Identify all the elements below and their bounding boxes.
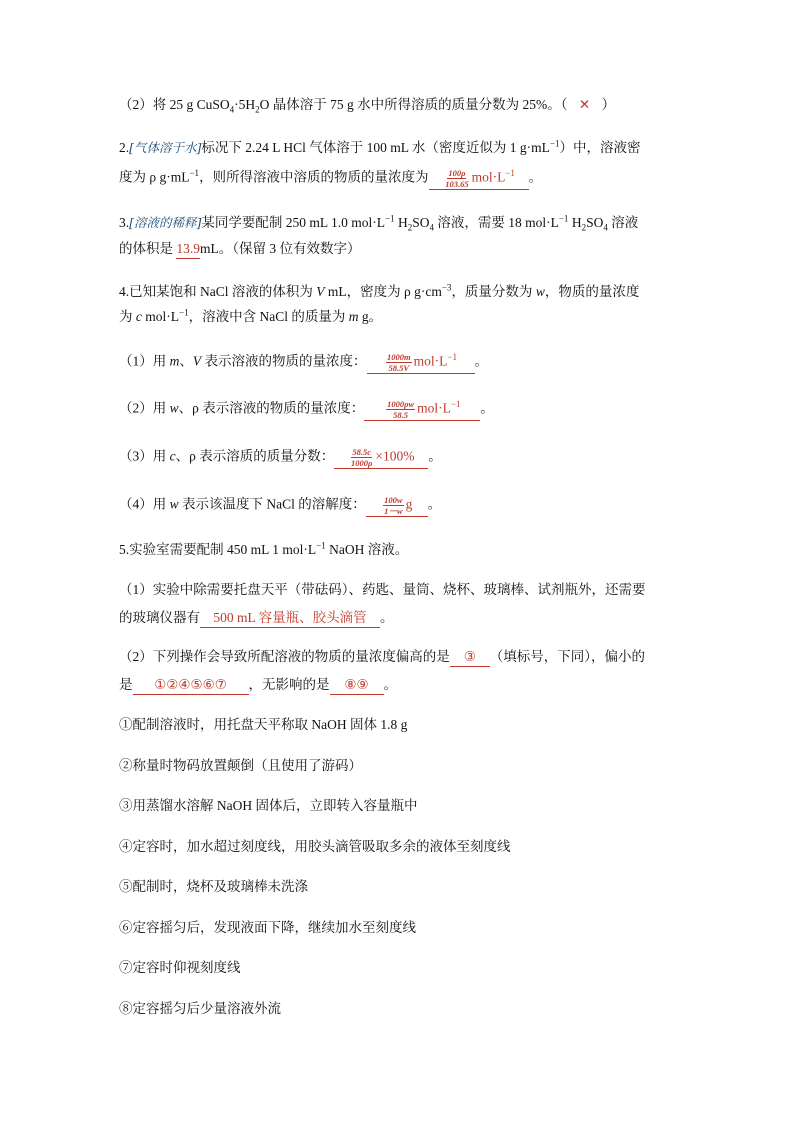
q4-sub2: （2）用 w、ρ 表示溶液的物质的量浓度： $\frac{1000\rho w}{58.5}$ $mol\cdot L^{-1}$ 。	[119, 399, 494, 420]
q3-line1: 3.[溶液的稀释]某同学要配制 250 mL 1.0 $mol\cdot L^{-1}$ $H_2SO_4$ 溶液，需要 18 $mol\cdot L^{-1}$ $H_2SO_4$ 溶液	[119, 213, 639, 233]
wrong-mark: ✕	[578, 97, 591, 112]
q5-item-4: ④定容时，加水超过刻度线，用胶头滴管吸取多余的液体至刻度线	[119, 839, 511, 854]
q4-sub1: （1）用 m、V 表示溶液的物质的量浓度： $\frac{1000m}{58.5V}$ $mol\cdot L^{-1}$ 。	[119, 352, 488, 373]
q5-high-answer-blank: ③	[450, 648, 490, 667]
q5-item-5: ⑤配制时，烧杯及玻璃棒未洗涤	[119, 879, 308, 894]
q5-part2-line1: （2）下列操作会导致所配溶液的物质的量浓度偏高的是 ③ （填标号，下同），偏小的	[119, 648, 645, 667]
q5-title: 5.实验室需要配制 450 mL 1 $mol\cdot L^{-1}$ NaOH 溶液。	[119, 540, 409, 557]
q4-sub4-fraction: $\frac{100w}{1-w}$	[384, 495, 403, 516]
q5-item-1: ①配制溶液时，用托盘天平称取 NaOH 固体 1.8 g	[119, 717, 408, 732]
q3-answer-blank: 13.9	[176, 240, 200, 259]
q4-sub2-answer-blank: $\frac{1000\rho w}{58.5}$ $mol\cdot L^{-1}$	[364, 399, 480, 421]
q1-part2-line: （2）将 25 g $CuSO_4\cdot 5H_2O$ 晶体溶于 75 g 水中所得溶质的质量分数为 25%。（ ✕ ）	[119, 97, 616, 115]
q4-sub3-fraction: $\frac{58.5c}{1000\rho}$	[351, 447, 373, 468]
q4-sub2-fraction: $\frac{1000\rho w}{58.5}$	[387, 399, 415, 420]
q4-line1: 4.已知某饱和 NaCl 溶液的体积为 V mL，密度为 ρ $g\cdot cm^{-3}$，质量分数为 w，物质的量浓度	[119, 282, 640, 299]
q2-answer-fraction: $\frac{100\rho}{103.65}$	[445, 168, 469, 189]
q5-part1-line1: （1）实验中除需要托盘天平（带砝码）、药匙、量筒、烧杯、玻璃棒、试剂瓶外，还需要	[119, 582, 646, 597]
q5-item-3: ③用蒸馏水溶解 NaOH 固体后，立即转入容量瓶中	[119, 798, 418, 813]
q5-item-2: ②称量时物码放置颠倒（且使用了游码）	[119, 758, 362, 773]
q3-tag: [溶液的稀释]	[129, 215, 202, 230]
q5-part2-line2: 是 ①②④⑤⑥⑦ ，无影响的是 ⑧⑨ 。	[119, 676, 397, 695]
q5-none-answer-blank: ⑧⑨	[330, 676, 384, 695]
q4-sub1-fraction: $\frac{1000m}{58.5V}$	[387, 352, 411, 373]
q4-sub4: （4）用 w 表示该温度下 NaCl 的溶解度： $\frac{100w}{1-w}$ g 。	[119, 495, 442, 516]
q5-part1-answer-blank: 500 mL 容量瓶、胶头滴管	[200, 609, 380, 628]
q2-answer-blank: $\frac{100\rho}{103.65}$ $mol\cdot L^{-1}$	[429, 168, 529, 190]
q5-item-6: ⑥定容摇匀后，发现液面下降，继续加水至刻度线	[119, 920, 416, 935]
q4-sub1-answer-blank: $\frac{1000m}{58.5V}$ $mol\cdot L^{-1}$	[367, 352, 475, 374]
q2-line2: 度为 ρ $g\cdot mL^{-1}$，则所得溶液中溶质的物质的量浓度为 $\frac{100\rho}{103.65}$ $mol\cdot L^{-1}$ 。	[119, 168, 543, 189]
q4-line2: 为 c $mol\cdot L^{-1}$，溶液中含 NaCl 的质量为 m g。	[119, 307, 383, 324]
q2-tag: [气体溶于水]	[129, 140, 202, 155]
q5-part1-line2: 的玻璃仪器有 500 mL 容量瓶、胶头滴管 。	[119, 609, 394, 628]
q4-sub4-answer-blank: $\frac{100w}{1-w}$ g	[366, 495, 428, 517]
q5-item-7: ⑦定容时仰视刻度线	[119, 960, 241, 975]
q4-sub3-answer-blank: $\frac{58.5c}{1000\rho}$ ×100%	[334, 447, 428, 469]
q5-low-answer-blank: ①②④⑤⑥⑦	[133, 676, 249, 695]
q3-line2: 的体积是 13.9mL。（保留 3 位有效数字）	[119, 240, 361, 259]
q2-line1: 2.[气体溶于水]标况下 2.24 L HCl 气体溶于 100 mL 水（密度近似为 1 $g\cdot mL^{-1}$）中，溶液密	[119, 138, 641, 155]
q5-item-8: ⑧定容摇匀后少量溶液外流	[119, 1001, 281, 1016]
q4-sub3: （3）用 c、ρ 表示溶质的质量分数： $\frac{58.5c}{1000\rho}$ ×100% 。	[119, 447, 442, 468]
